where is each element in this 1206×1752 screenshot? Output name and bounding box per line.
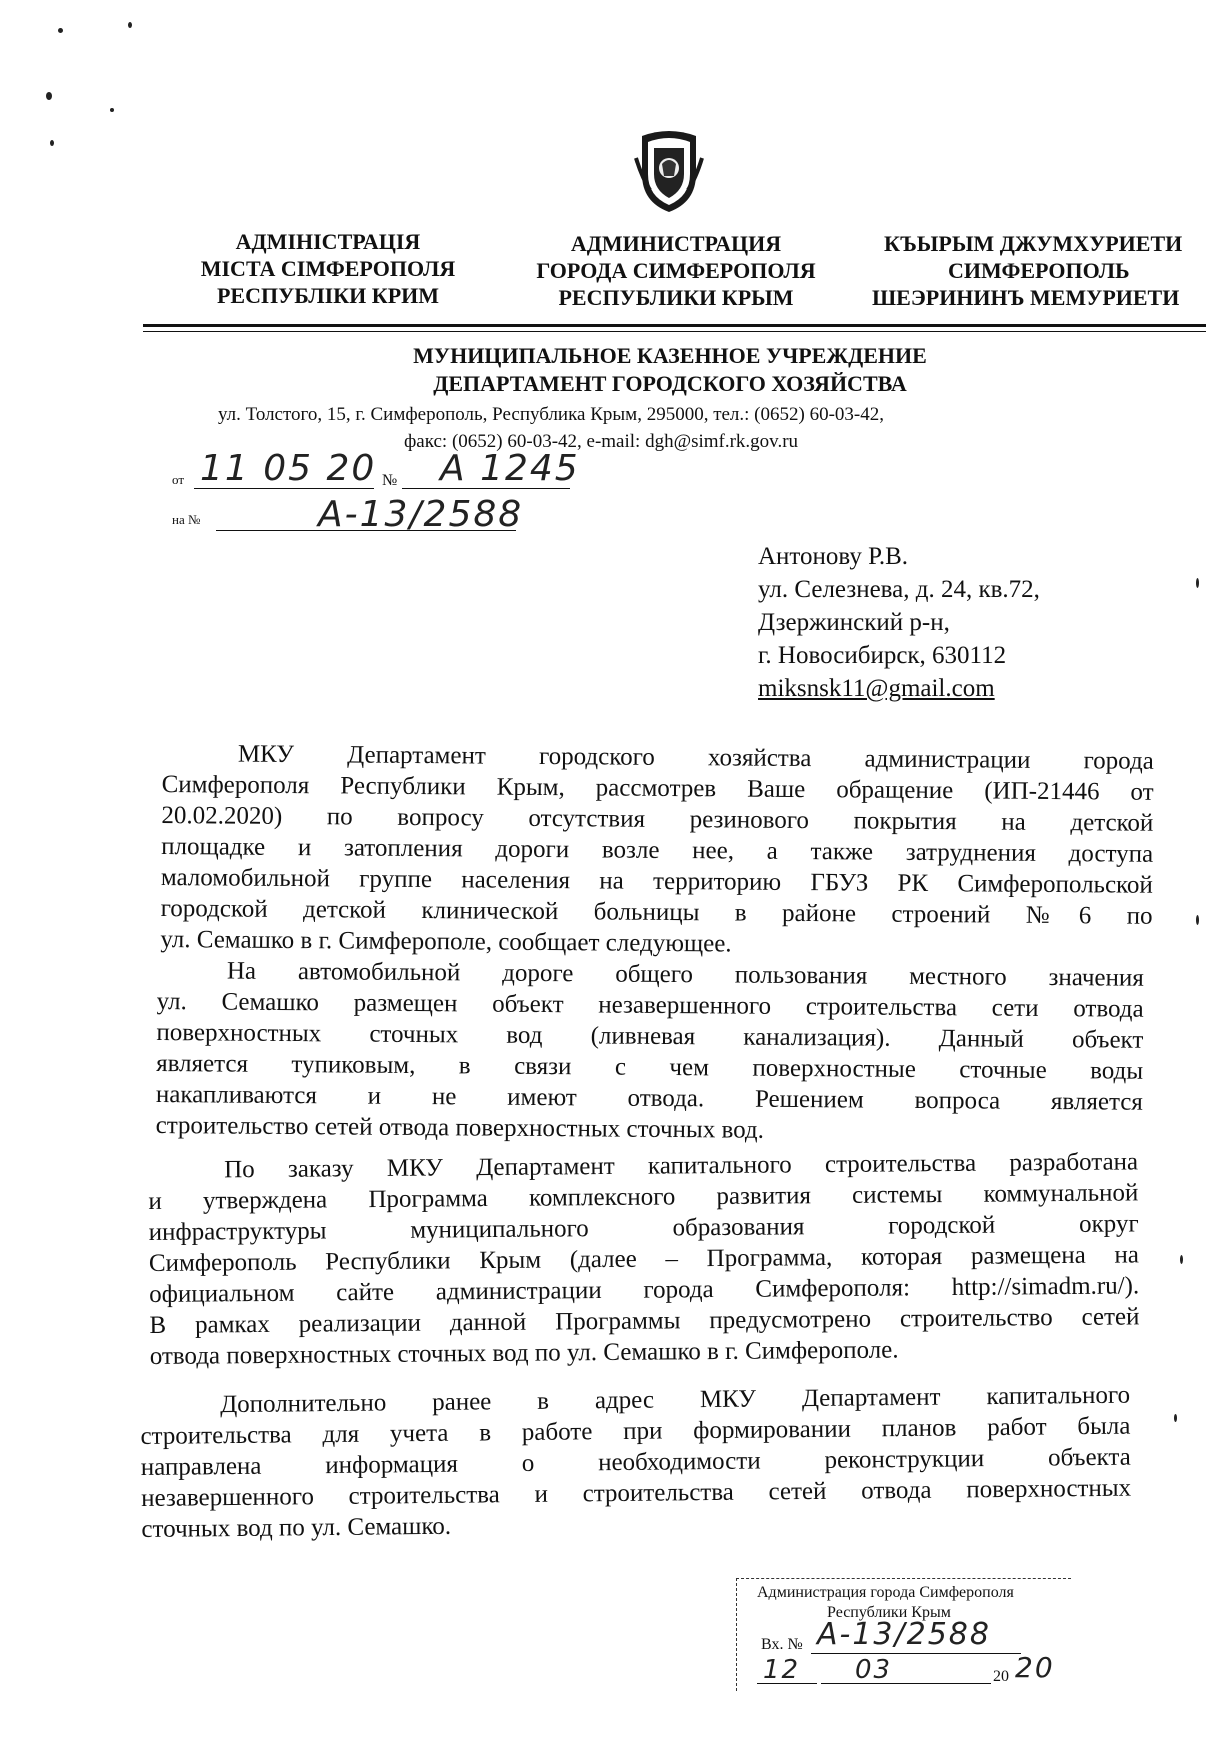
paragraph-1	[160, 738, 1154, 963]
paragraph-2-line: является тупиковым, в связи с чем поверхностные сточные воды	[156, 1049, 1144, 1085]
header-russian	[508, 230, 844, 311]
header-ua-line1: АДМІНІСТРАЦІЯ	[235, 229, 421, 254]
header-crh-line3: ШЕЭРИНИНЪ МЕМУРИЕТИ	[872, 285, 1180, 310]
stamp-org-line1: Администрация города Симферополя	[757, 1584, 1014, 1601]
crimea-coat-of-arms-emblem	[632, 128, 706, 214]
stamp-year: 20	[1015, 1651, 1055, 1684]
header-ukrainian	[178, 228, 478, 309]
scan-speck	[46, 92, 52, 100]
stamp-org-line2: Республики Крым	[827, 1604, 951, 1621]
paragraph-1-line: городской детской клинической больницы в районе строений №6 по	[160, 894, 1153, 930]
scan-speck	[128, 22, 132, 28]
header-ru-line3: РЕСПУБЛИКИ КРЫМ	[558, 285, 794, 310]
institution-address: ул. Толстого, 15, г. Симферополь, Республика Крым, 295000, тел.: (0652) 60-03-42,	[218, 404, 884, 425]
scan-speck	[1180, 1255, 1183, 1264]
scan-speck	[1196, 915, 1199, 925]
header-ru-line2: ГОРОДА СИМФЕРОПОЛЯ	[536, 258, 816, 283]
paragraph-2-line: накапливаются и не имеют отвода. Решением вопроса является	[155, 1080, 1143, 1116]
paragraph-3-line: официальном сайте администрации города Симферополя: http://simadm.ru/).	[149, 1272, 1140, 1308]
stamp-day: 12	[763, 1655, 801, 1685]
paragraph-4-line: Дополнительно ранее в адрес МКУ Департамент капитального	[220, 1381, 1131, 1419]
recipient-block	[758, 540, 1040, 705]
paragraph-3-line: инфраструктуры муниципального образования городской округ	[148, 1210, 1139, 1246]
paragraph-4-line: строительства для учета в работе при формировании планов работ была	[140, 1412, 1131, 1450]
stamp-month-underline	[821, 1683, 991, 1684]
stamp-in-label: Вх. №	[761, 1636, 803, 1653]
incoming-registration-stamp	[736, 1578, 1071, 1691]
paragraph-1-line: МКУ Департамент городского хозяйства администрации города	[237, 740, 1154, 775]
ref-label: на №	[172, 512, 201, 527]
paragraph-2	[156, 955, 1144, 1149]
stamp-number-underline	[811, 1653, 1021, 1654]
paragraph-4-line: незавершенного строительства и строительства сетей отвода поверхностных	[140, 1474, 1132, 1512]
ref-number: А-13/2588	[318, 494, 524, 535]
outgoing-number: А 1245	[440, 448, 580, 489]
stamp-year-prefix: 20	[993, 1668, 1009, 1685]
number-label: №	[382, 472, 398, 489]
scan-speck	[1174, 1414, 1177, 1422]
institution-name-line1: МУНИЦИПАЛЬНОЕ КАЗЕННОЕ УЧРЕЖДЕНИЕ	[413, 343, 927, 368]
scan-speck	[58, 28, 63, 33]
scan-speck	[1196, 578, 1199, 588]
institution-fax-email: факс: (0652) 60-03-42, e-mail: dgh@simf.rk.gov.ru	[404, 431, 799, 452]
paragraph-3-line: отвода поверхностных сточных вод по ул. Семашко в г. Симферополе.	[149, 1336, 899, 1370]
header-ua-line2: МІСТА СІМФЕРОПОЛЯ	[200, 256, 456, 281]
scan-speck	[110, 108, 114, 112]
header-crh-line2: СИМФЕРОПОЛЬ	[948, 258, 1130, 283]
recipient-district: Дзержинский р-н,	[758, 609, 950, 636]
recipient-city: г. Новосибирск, 630112	[758, 642, 1007, 669]
paragraph-3	[148, 1146, 1140, 1372]
paragraph-3-line: и утверждена Программа комплексного развития системы коммунальной	[148, 1179, 1139, 1215]
paragraph-1-line: 20.02.2020) по вопросу отсутствия резинового покрытия на детской	[161, 801, 1154, 837]
paragraph-3-line: В рамках реализации данной Программы предусмотрено строительство сетей	[149, 1303, 1140, 1339]
header-ua-line3: РЕСПУБЛІКИ КРИМ	[216, 283, 440, 308]
recipient-email: miksnsk11@gmail.com	[758, 675, 995, 702]
paragraph-4-line: сточных вод по ул. Семашко.	[141, 1512, 452, 1543]
header-crh-line1: КЪЫРЫМ ДЖУМХУРИЕТИ	[884, 231, 1183, 256]
recipient-name: Антонову Р.В.	[758, 543, 909, 570]
paragraph-1-line: маломобильной группе населения на территорию ГБУЗ РК Симферопольской	[160, 863, 1153, 899]
paragraph-4-line: направлена информация о необходимости реконструкции объекта	[140, 1443, 1131, 1481]
paragraph-2-line: строительство сетей отвода поверхностных сточных вод.	[155, 1111, 764, 1144]
paragraph-3-line: Симферополь Республики Крым (далее – Программа, которая размещена на	[148, 1241, 1140, 1277]
paragraph-1-line: ул. Семашко в г. Симферополе, сообщает следующее.	[160, 925, 732, 958]
paragraph-2-line: поверхностных сточных вод (ливневая канализация). Данный объект	[156, 1018, 1144, 1054]
stamp-month: 03	[855, 1655, 893, 1685]
header-crimean-tatar	[872, 230, 1206, 311]
scan-speck	[50, 140, 54, 146]
stamp-day-underline	[757, 1683, 817, 1684]
stamp-in-number: А-13/2588	[817, 1617, 991, 1652]
from-label: от	[172, 472, 185, 487]
recipient-street: ул. Селезнева, д. 24, кв.72,	[758, 576, 1040, 603]
header-ru-line1: АДМИНИСТРАЦИЯ	[570, 231, 782, 256]
paragraph-2-line: На автомобильной дороге общего пользования местного значения	[226, 957, 1144, 992]
paragraph-3-line: По заказу МКУ Департамент капитального строительства разработана	[224, 1148, 1139, 1184]
institution-name-line2: ДЕПАРТАМЕНТ ГОРОДСКОГО ХОЗЯЙСТВА	[433, 371, 907, 396]
paragraph-1-line: площадке и затопления дороги возле нее, а также затруднения доступа	[161, 832, 1154, 868]
paragraph-1-line: Симферополя Республики Крым, рассмотрев Ваше обращение (ИП-21446 от	[161, 770, 1154, 806]
paragraph-4	[140, 1380, 1132, 1545]
header-divider	[143, 324, 1206, 332]
paragraph-2-line: ул. Семашко размещен объект незавершенного строительства сети отвода	[156, 987, 1144, 1023]
outgoing-date: 11 05 20	[200, 448, 377, 489]
